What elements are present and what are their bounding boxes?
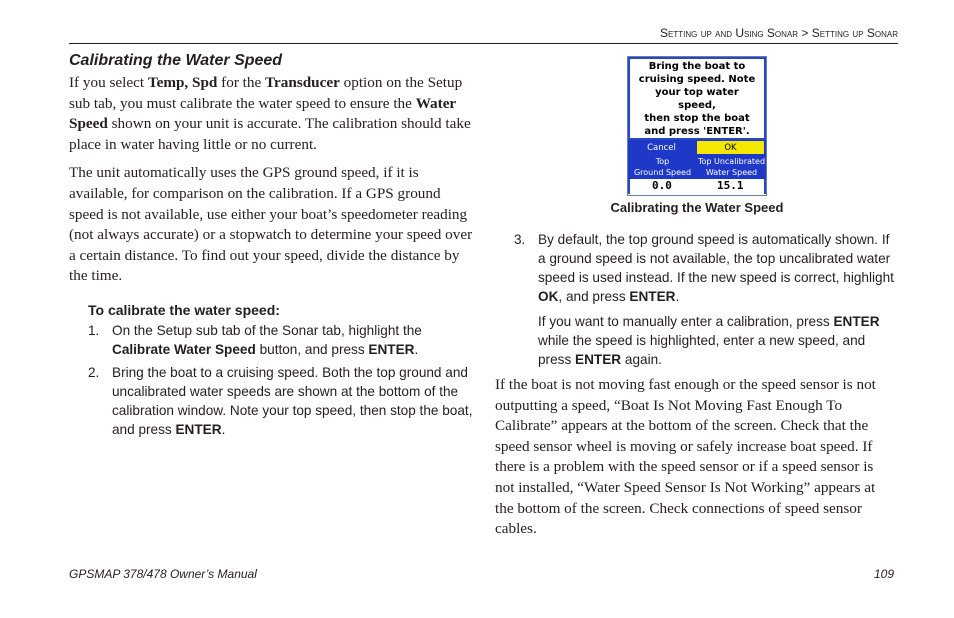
header-rule: [69, 43, 898, 44]
calibration-message: [628, 57, 766, 138]
top-uncalibrated-water-speed-label: [697, 155, 766, 179]
intro-text-1: If you select: [69, 74, 148, 91]
device-screen: [627, 56, 767, 196]
step-1-text-3: .: [414, 341, 419, 357]
footer-page-number: 109: [873, 567, 894, 581]
water-speed-value[interactable]: 15.1: [717, 179, 744, 192]
step-3-note: [538, 312, 895, 369]
troubleshooting-paragraph: If the boat is not moving fast enough or the speed sensor is not outputting a speed, “Boat Is Not Moving Fast Enough To Calibrate” appears at the bottom of the screen. Check that the speed sensor wheel is moving or safely increase boat speed. If there is a problem with the speed sensor or if a speed sensor is not installed, “Water Speed Sensor Is Not Working” appears at the bottom of the screen. Check connections of speed sensor cables.: [495, 376, 876, 538]
step-3-term-ok: OK: [538, 289, 559, 304]
figure-caption: Calibrating the Water Speed: [610, 200, 784, 215]
step-1-number: 1.: [88, 322, 100, 338]
top-ground-speed-label: [628, 155, 697, 179]
section-title: Calibrating the Water Speed: [69, 52, 283, 69]
figure-calibration-screen: [603, 56, 791, 215]
gps-paragraph: The unit automatically uses the GPS ground speed, if it is available, for comparison on the calibration. If a GPS ground speed is not available, use either your boat’s speedometer reading (not always accurate) or a stopwatch to determine your speed over a certain distance. To find out your speed, divide the distance by the time.: [69, 164, 473, 285]
note-term-enter-1: ENTER: [833, 314, 880, 329]
intro-term-transducer: Transducer: [265, 74, 340, 91]
message-line-1: Bring the boat to: [648, 60, 746, 72]
procedure-steps: [69, 321, 474, 439]
step-2: [69, 363, 474, 439]
step-2-number: 2.: [88, 364, 100, 380]
right-column: [495, 230, 895, 548]
note-text-1: If you want to manually enter a calibration, press: [538, 314, 834, 329]
step-1-term-calibrate: Calibrate Water Speed: [112, 341, 256, 357]
left-column: [69, 52, 474, 443]
step-1: [69, 321, 474, 359]
step-3: [495, 230, 895, 306]
cancel-button[interactable]: Cancel: [647, 142, 676, 153]
step-2-term-enter: ENTER: [175, 421, 222, 437]
header-separator: >: [801, 26, 809, 40]
note-text-3: again.: [621, 352, 662, 367]
header-chapter: Setting up and Using Sonar: [660, 26, 799, 40]
step-1-text-1: On the Setup sub tab of the Sonar tab, highlight the: [112, 322, 422, 338]
note-term-enter-2: ENTER: [575, 352, 622, 367]
ground-label-line-2: Ground Speed: [633, 168, 692, 177]
ground-label-line-1: Top: [655, 157, 670, 166]
message-line-2: cruising speed. Note: [638, 73, 756, 85]
step-3-text-3: .: [675, 289, 680, 304]
step-1-term-enter: ENTER: [368, 341, 415, 357]
message-line-5: and press 'ENTER'.: [644, 125, 750, 137]
screen-button-row: [628, 138, 766, 155]
step-2-text-2: .: [221, 421, 226, 437]
step-3-text-2: , and press: [558, 289, 630, 304]
intro-term-water-speed: Water Speed: [69, 94, 456, 133]
water-label-line-1: Top Uncalibrated: [697, 157, 766, 166]
message-line-4: then stop the boat: [644, 112, 750, 124]
running-header: [660, 26, 898, 40]
intro-text-3: option on the Setup sub tab, you must calibrate the water speed to ensure the: [69, 74, 463, 112]
note-text-2: while the speed is highlighted, enter a new speed, and press: [538, 333, 866, 367]
step-3-term-enter: ENTER: [629, 289, 676, 304]
message-line-3: your top water speed,: [655, 86, 739, 111]
step-1-text-2: button, and press: [255, 341, 369, 357]
ok-button[interactable]: OK: [697, 141, 764, 154]
ground-speed-value[interactable]: 0.0: [652, 179, 672, 192]
procedure-steps-continued: [495, 230, 895, 306]
intro-paragraph: [69, 73, 474, 155]
step-3-number: 3.: [514, 232, 526, 247]
intro-term-temp-spd: Temp, Spd: [147, 74, 218, 91]
intro-text-2: for the: [217, 74, 266, 91]
step-2-text-1: Bring the boat to a cruising speed. Both the top ground and uncalibrated water speeds are shown at the bottom of the calibration window. Note your top speed, then stop the boat, and press: [112, 364, 473, 437]
speed-value-row: [628, 179, 766, 194]
speed-label-row: [628, 155, 766, 179]
footer-manual-title: GPSMAP 378/478 Owner’s Manual: [69, 567, 257, 581]
header-section: Setting up Sonar: [811, 26, 898, 40]
water-label-line-2: Water Speed: [705, 168, 758, 177]
intro-text-4: shown on your unit is accurate. The calibration should take place in water having little or no current.: [69, 115, 471, 153]
procedure-heading: To calibrate the water speed:: [88, 301, 280, 318]
step-3-text-1: By default, the top ground speed is automatically shown. If a ground speed is not available, the top uncalibrated water speed is used instead. If the new speed is correct, highlight: [538, 232, 894, 285]
